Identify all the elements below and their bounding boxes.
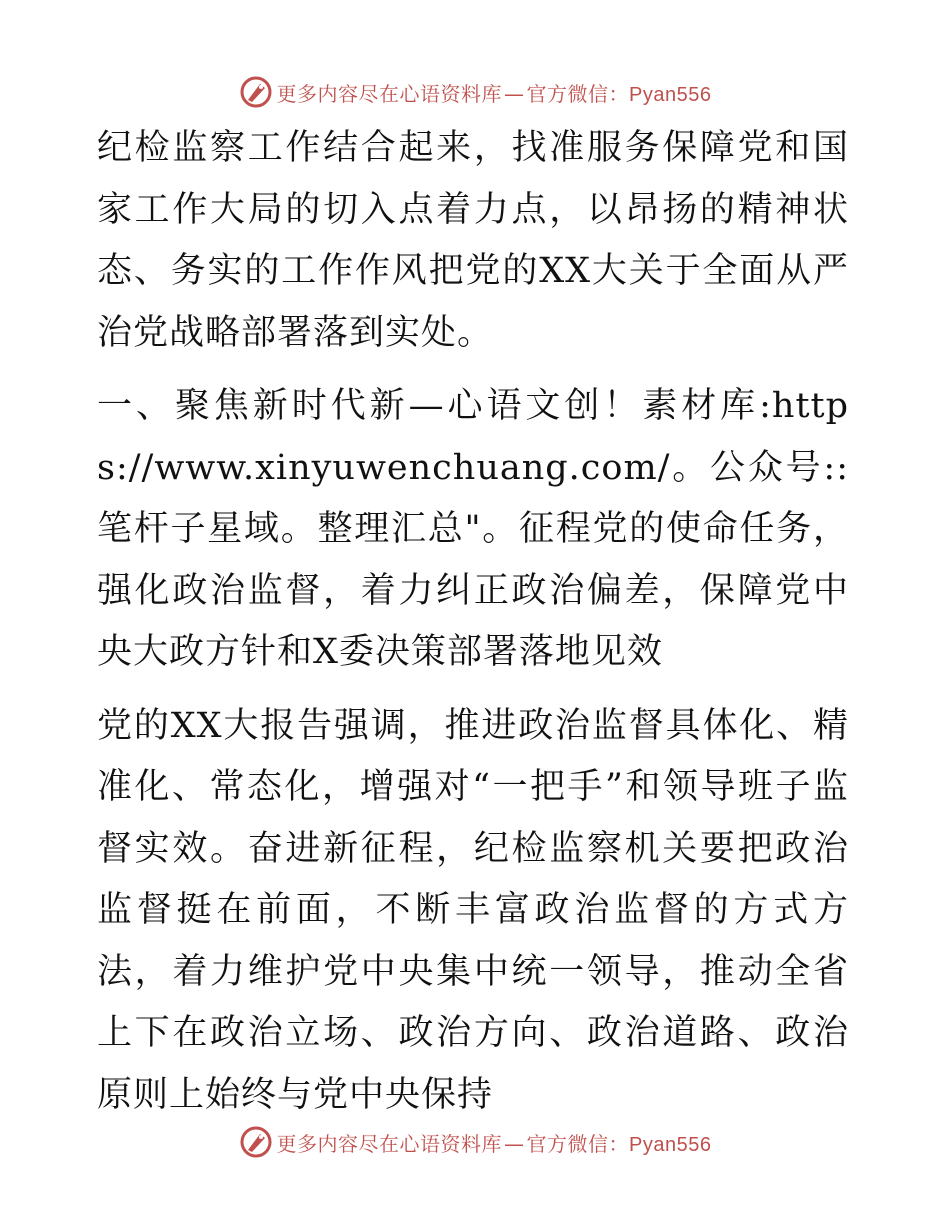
watermark-label <box>277 1128 712 1157</box>
paragraph-2: 一、聚焦新时代新—心语文创！素材库:https://www.xinyuwenchuang.com/。公众号:: 笔杆子星域。整理汇总"。征程党的使命任务，强化政治监督，着力纠正政治偏差，保障党中央大政方针和X委决策部署落地见效 <box>97 386 849 672</box>
wechat-id: Pyan556 <box>629 83 712 106</box>
header-watermark <box>0 72 950 112</box>
footer-watermark <box>0 1122 950 1162</box>
paragraph-3: 党的XX大报告强调，推进政治监督具体化、精准化、常态化，增强对“一把手”和领导班子监督实效。奋进新征程，纪检监察机关要把政治监督挺在前面，不断丰富政治监督的方式方法，着力维护党中央集中统一领导，推动全省上下在政治立场、政治方向、政治道路、政治原则上始终与党中央保持 <box>97 705 849 1115</box>
document-body <box>97 118 849 1126</box>
watermark-separator: — <box>504 1131 525 1156</box>
wechat-label: 官方微信： <box>526 81 630 106</box>
watermark-separator: — <box>504 81 525 106</box>
watermark-text: 更多内容尽在心语资料库 <box>276 81 503 106</box>
pen-nib-logo-icon <box>239 75 273 109</box>
watermark-label <box>277 78 712 107</box>
paragraph-1: 纪检监察工作结合起来，找准服务保障党和国家工作大局的切入点着力点，以昂扬的精神状态、务实的工作作风把党的XX大关于全面从严治党战略部署落到实处。 <box>97 128 849 353</box>
watermark-text: 更多内容尽在心语资料库 <box>276 1131 503 1156</box>
wechat-id: Pyan556 <box>629 1133 712 1156</box>
pen-nib-logo-icon <box>239 1125 273 1159</box>
wechat-label: 官方微信： <box>526 1131 630 1156</box>
